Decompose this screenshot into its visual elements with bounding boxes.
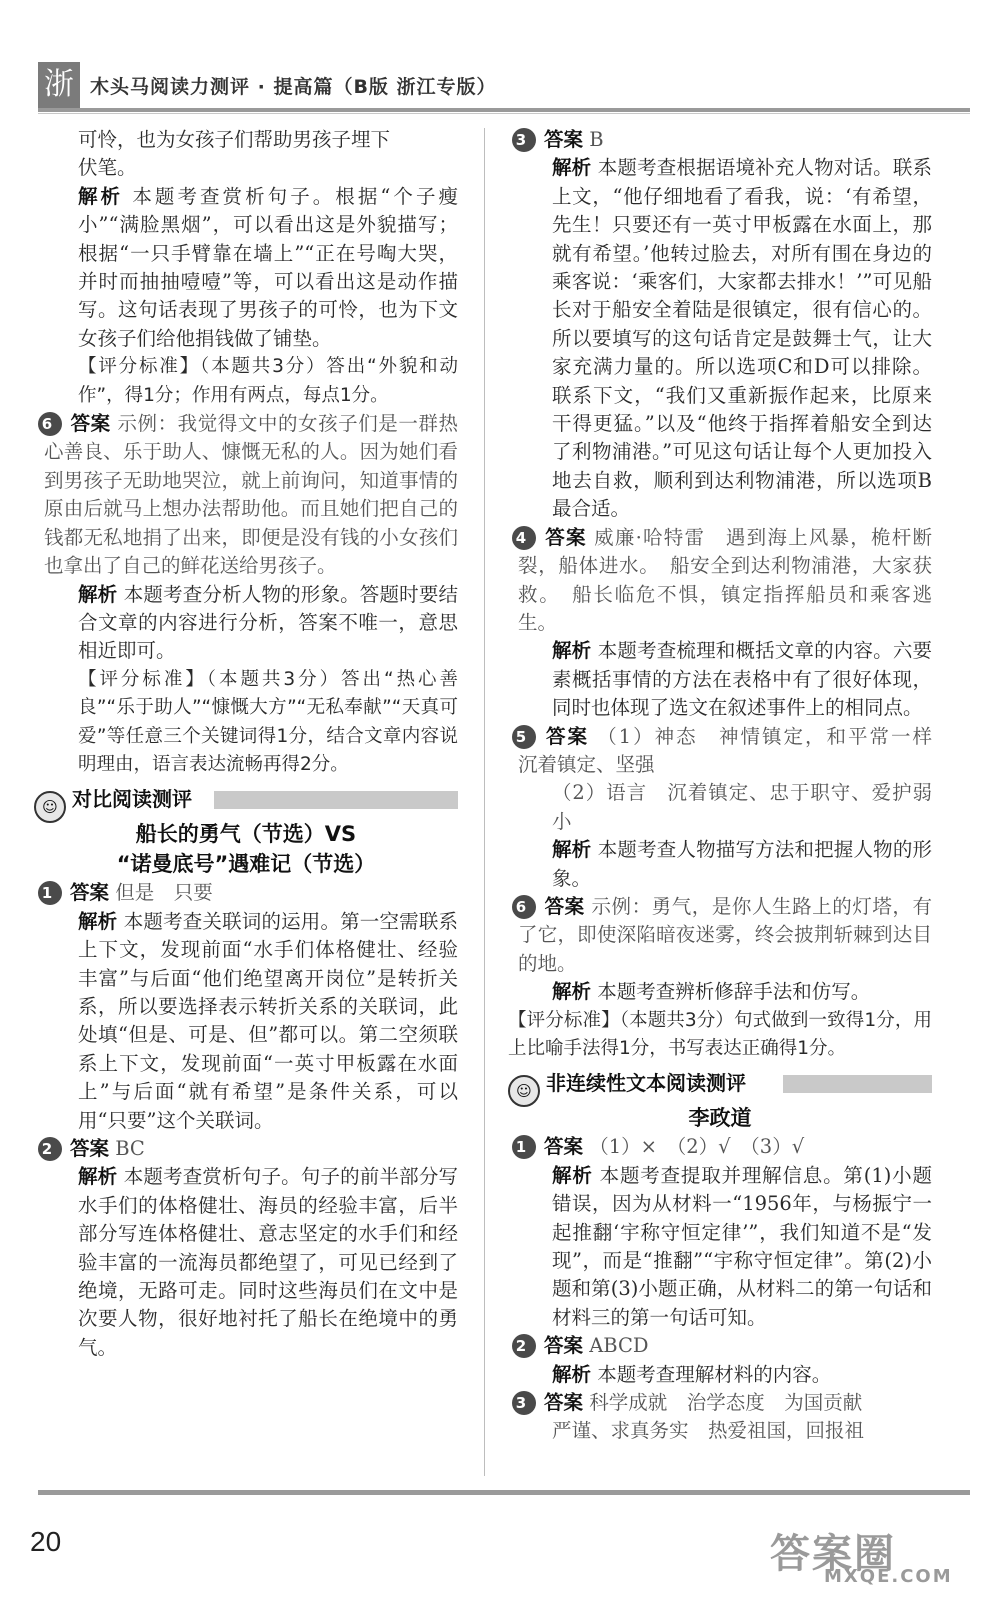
scoring-standard: 【评分标准】（本题共3分）答出“热心善良”“乐于助人”“慷慨大方”“无私奉献”“天真可爱”等任意三个关键词得1分，结合文章内容说明理由，语言表达流畅再得2分。 — [78, 668, 458, 775]
analysis-label: 解析 — [78, 1165, 118, 1189]
answer-label: 答案 — [544, 894, 585, 918]
page-number: 20 — [30, 1526, 62, 1557]
answer-text: 威廉·哈特雷 遇到海上风暴，桅杆断裂，船体进水。 船安全到达利物浦港，大家获救。 船长临危不惧，镇定指挥船员和乘客逃生。 — [518, 525, 932, 634]
question-number-icon: 3 — [512, 1391, 536, 1415]
header-rule — [38, 108, 970, 112]
analysis-text: 本题考查辨析修辞手法和仿写。 — [597, 980, 871, 1004]
question-number-icon: 3 — [512, 128, 536, 152]
passage-title: 船长的勇气（节选）VS — [135, 822, 357, 847]
column-divider — [484, 128, 485, 1476]
page-header — [0, 0, 996, 112]
analysis-label: 解析 — [552, 156, 592, 180]
answer-text: B — [589, 128, 604, 151]
analysis-block — [508, 154, 932, 523]
analysis-label: 解析 — [552, 1163, 593, 1187]
book-title: 木头马阅读力测评 · 提高篇（B版 浙江专版） — [90, 76, 497, 98]
question-answer — [508, 1133, 932, 1161]
logo-url: MXQE.COM — [824, 1566, 953, 1587]
section-heading — [34, 785, 458, 815]
answer-label: 答案 — [70, 412, 111, 436]
answer-text: 但是 只要 — [115, 881, 213, 905]
analysis-block — [508, 978, 932, 1006]
analysis-block — [508, 1162, 932, 1332]
analysis-label: 解析 — [552, 639, 592, 663]
answer-text: ABCD — [589, 1334, 649, 1358]
intro-line: 伏笔。 — [78, 156, 137, 180]
answer-text: （1）× （2）√ （3）√ — [589, 1135, 805, 1159]
section-heading — [508, 1069, 932, 1099]
passage-title: “诺曼底号”遇难记（节选） — [116, 852, 376, 877]
analysis-label: 解析 — [78, 582, 118, 606]
question-answer — [34, 410, 458, 580]
section-bar — [214, 791, 458, 809]
analysis-text: 本题考查理解材料的内容。 — [597, 1362, 832, 1386]
question-answer — [34, 1135, 458, 1163]
question-number-icon: 1 — [38, 881, 62, 905]
logo-text: 答案圈 — [770, 1531, 896, 1577]
reader-face-icon: ☺ — [508, 1075, 540, 1107]
analysis-label: 解析 — [552, 1362, 592, 1386]
answer-text: （2）语言 沉着镇定、忠于职守、爱护弱小 — [552, 781, 932, 833]
right-column — [508, 126, 952, 1446]
analysis-block — [34, 1163, 458, 1362]
question-answer — [34, 879, 458, 907]
site-logo — [770, 1522, 970, 1590]
analysis-text: 本题考查赏析句子。句子的前半部分写水手们的体格健壮、海员的经验丰富，后半部分写连体格健壮、意志坚定的水手们和经验丰富的一流海员都绝望了，可见已经到了绝境，无路可走。同时这些海员们在文中是次要人物，很好地衬托了船长在绝境中的勇气。 — [78, 1165, 458, 1359]
question-answer — [508, 1389, 932, 1417]
answer-text: 示例：勇气，是你人生路上的灯塔，有了它，即使深陷暗夜迷雾，终会披荆斩棘到达目的地。 — [518, 894, 932, 975]
analysis-text: 本题考查梳理和概括文章的内容。六要素概括事情的方法在表格中有了很好体现，同时也体现了选文在叙述事件上的相同点。 — [552, 639, 932, 720]
footer-rule — [38, 1490, 970, 1495]
question-number-icon: 6 — [512, 895, 536, 919]
section-title: 对比阅读测评 — [72, 787, 192, 812]
passage-title: 李政道 — [688, 1106, 752, 1131]
intro-line: 可怜，也为女孩子们帮助男孩子埋下 — [78, 128, 391, 151]
question-number-icon: 5 — [512, 725, 536, 749]
answer-text: 示例：我觉得文中的女孩子们是一群热心善良、乐于助人、慷慨无私的人。因为她们看到男孩子无助地哭泣，就上前询问，知道事情的原由后就马上想办法帮助他。而且她们把自己的钱都无私地捐了出来，即便是没有钱的小女孩们也拿出了自己的鲜花送给男孩子。 — [44, 412, 458, 578]
question-answer — [508, 524, 932, 638]
header-rule-thin — [38, 113, 970, 114]
answer-text: （1）神态 神情镇定，和平常一样 沉着镇定、坚强 — [518, 724, 952, 776]
question-number-icon: 6 — [38, 412, 62, 436]
question-answer — [508, 893, 932, 978]
reader-face-icon: ☺ — [34, 791, 66, 823]
scoring-standard: 【评分标准】（本题共3分）答出“外貌和动作”，得1分；作用有两点，每点1分。 — [78, 356, 458, 406]
question-number-icon: 1 — [512, 1135, 536, 1159]
answer-label: 答案 — [70, 881, 110, 905]
analysis-text: 本题考查提取并理解信息。第(1)小题错误，因为从材料一“1956年，与杨振宁一起推翻‘宇称守恒定律’”，我们知道不是“发现”，而是“推翻”“宇称守恒定律”。第(2)小题和第(3)小题正确，从材料二的第一句话和材料三的第一句话可知。 — [552, 1163, 932, 1329]
answer-label: 答案 — [544, 724, 589, 748]
answer-text: 严谨、求真务实 热爱祖国，回报祖 — [552, 1419, 865, 1443]
answer-text: BC — [115, 1137, 145, 1160]
analysis-label: 解析 — [552, 980, 592, 1004]
analysis-text: 本题考查分析人物的形象。答题时要结合文章的内容进行分析，答案不唯一，意思相近即可。 — [78, 582, 458, 663]
analysis-block — [34, 908, 458, 1135]
analysis-block — [508, 637, 932, 722]
question-answer — [508, 723, 952, 780]
question-number-icon: 2 — [38, 1137, 62, 1161]
section-bar — [783, 1075, 932, 1093]
analysis-label: 解析 — [78, 184, 124, 208]
question-answer — [508, 126, 932, 154]
analysis-block — [508, 836, 932, 893]
answer-label: 答案 — [544, 1135, 584, 1159]
analysis-text: 本题考查关联词的运用。第一空需联系上下文，发现前面“水手们体格健壮、经验丰富”与后面“他们绝望离开岗位”是转折关系，所以要选择表示转折关系的关联词，此处填“但是、可是、但”都可以。第二空须联系上下文，发现前面“一英寸甲板露在水面上”与后面“就有希望”是条件关系，可以用“只要”这个关联词。 — [78, 909, 458, 1132]
analysis-block — [34, 581, 458, 666]
province-badge: 浙 — [38, 62, 80, 108]
question-number-icon: 4 — [512, 526, 536, 550]
section-title: 非连续性文本阅读测评 — [546, 1071, 746, 1096]
analysis-label: 解析 — [552, 838, 592, 862]
answer-label: 答案 — [544, 1391, 584, 1415]
analysis-label: 解析 — [78, 909, 118, 933]
question-number-icon: 2 — [512, 1334, 536, 1358]
answer-label: 答案 — [70, 1137, 110, 1160]
answer-label: 答案 — [544, 525, 587, 549]
analysis-block — [34, 183, 458, 353]
question-answer — [508, 1332, 932, 1360]
answer-label: 答案 — [544, 1334, 584, 1358]
answer-label: 答案 — [544, 128, 584, 151]
analysis-text: 本题考查根据语境补充人物对话。联系上文，“他仔细地看了看我，说：‘有希望，先生！只要还有一英寸甲板露在水面上，那就有希望。’他转过脸去，对所有围在身边的乘客说：‘乘客们，大家都去排水！’”可见船长对于船安全着陆是很镇定，很有信心的。所以要填写的这句话肯定是鼓舞士气，让大家充满力量的。所以选项C和D可以排除。联系下文，“我们又重新振作起来，比原来干得更猛。”以及“他终于指挥着船安全到达了利物浦港。”可见这句话让每个人更加投入地去自救，顺利到达利物浦港，所以选项B最合适。 — [552, 156, 932, 521]
left-column — [34, 126, 458, 1362]
answer-text: 科学成就 治学态度 为国贡献 — [589, 1391, 863, 1415]
analysis-text: 本题考查赏析句子。根据“个子瘦小”“满脸黑烟”，可以看出这是外貌描写；根据“一只手臂靠在墙上”“正在号啕大哭，并时而抽抽噎噎”等，可以看出这是动作描写。这句话表现了男孩子的可怜，也为下文女孩子们给他捐钱做了铺垫。 — [78, 184, 458, 350]
analysis-text: 本题考查人物描写方法和把握人物的形象。 — [552, 838, 932, 890]
analysis-block — [508, 1361, 932, 1389]
scoring-standard: 【评分标准】（本题共3分）句式做到一致得1分，用上比喻手法得1分，书写表达正确得1分。 — [508, 1009, 932, 1059]
